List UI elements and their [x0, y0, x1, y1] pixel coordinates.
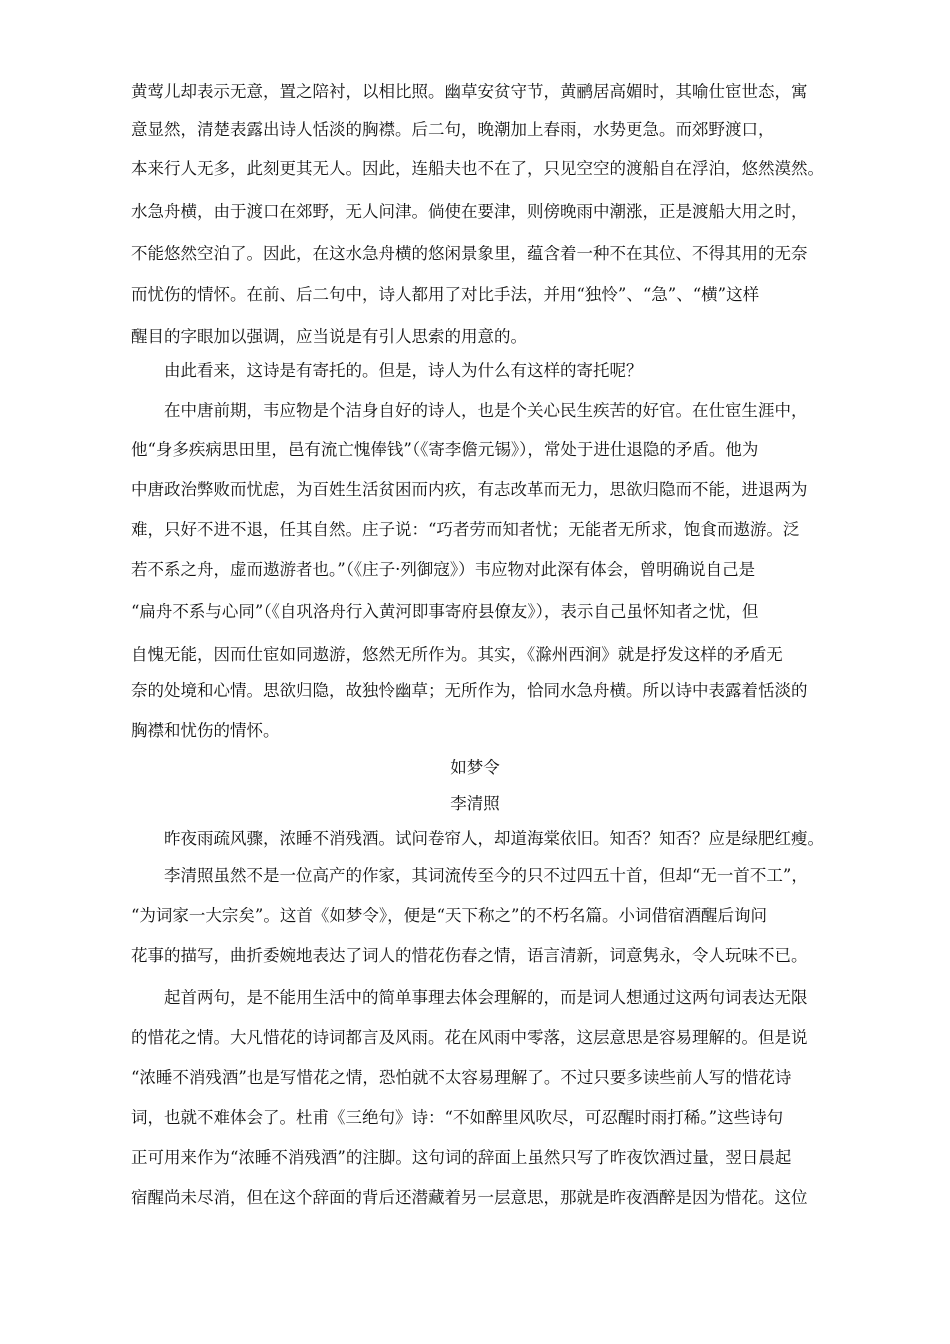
- poem-text: 昨夜雨疏风骤，浓睡不消残酒。试问卷帘人，却道海棠依旧。知否？知否？应是绿肥红瘦。: [164, 829, 824, 848]
- text-line: 正可用来作为“浓睡不消残酒”的注脚。这句词的辞面上虽然只写了昨夜饮酒过量，翌日晨起: [131, 1148, 792, 1167]
- text-line: 而忧伤的情怀。在前、后二句中，诗人都用了对比手法，并用“独怜”、“急”、“横”这样: [131, 285, 760, 304]
- text-line: 水急舟横，由于渡口在郊野，无人问津。倘使在要津，则傍晚雨中潮涨，正是渡船大用之时，: [131, 202, 808, 221]
- text-line: 醒目的字眼加以强调，应当说是有引人思索的用意的。: [131, 327, 527, 346]
- text-line: 胸襟和忧伤的情怀。: [131, 721, 280, 740]
- text-line: “为词家一大宗矣”。这首《如梦令》，便是“天下称之”的不朽名篇。小词借宿酒醒后询问: [131, 906, 767, 925]
- poem-title: 如梦令: [450, 758, 500, 777]
- text-line: 自愧无能，因而仕宦如同遨游，悠然无所作为。其实，《滁州西涧》就是抒发这样的矛盾无: [131, 645, 783, 664]
- text-line: 由此看来，这诗是有寄托的。但是，诗人为什么有这样的寄托呢？: [164, 361, 643, 380]
- text-line: 奈的处境和心情。思欲归隐，故独怜幽草；无所作为，恰同水急舟横。所以诗中表露着恬淡的: [131, 681, 808, 700]
- text-line: 在中唐前期，韦应物是个洁身自好的诗人，也是个关心民生疾苦的好官。在仕宦生涯中，: [164, 401, 808, 420]
- text-line: 花事的描写，曲折委婉地表达了词人的惜花伤春之情，语言清新，词意隽永，令人玩味不已。: [131, 946, 808, 965]
- text-line: 李清照虽然不是一位高产的作家，其词流传至今的只不过四五十首，但却“无一首不工”，: [164, 866, 808, 885]
- text-line: 宿醒尚未尽消，但在这个辞面的背后还潜藏着另一层意思，那就是昨夜酒醉是因为惜花。这位: [131, 1188, 808, 1207]
- text-line: 中唐政治弊败而忧虑，为百姓生活贫困而内疚，有志改革而无力，思欲归隐而不能，进退两为: [131, 480, 808, 499]
- text-line: 意显然，清楚表露出诗人恬淡的胸襟。后二句，晚潮加上春雨，水势更急。而郊野渡口，: [131, 120, 775, 139]
- text-line: “扁舟不系与心同”（《自巩洛舟行入黄河即事寄府县僚友》），表示自己虽怀知者之忧，但: [131, 602, 759, 621]
- text-line: 黄莺儿却表示无意，置之陪衬，以相比照。幽草安贫守节，黄鹂居高媚时，其喻仕宦世态，寓: [131, 82, 808, 101]
- text-line: 本来行人无多，此刻更其无人。因此，连船夫也不在了，只见空空的渡船自在浮泊，悠然漠然。: [131, 159, 824, 178]
- text-line: 难，只好不进不退，任其自然。庄子说：“巧者劳而知者忧；无能者无所求，饱食而遨游。泛: [131, 520, 800, 539]
- text-line: “浓睡不消残酒”也是写惜花之情，恐怕就不太容易理解了。不过只要多读些前人写的惜花诗: [131, 1068, 792, 1087]
- text-line: 词，也就不难体会了。杜甫《三绝句》诗：“不如醉里风吹尽，可忍醒时雨打稀。”这些诗句: [131, 1108, 784, 1127]
- poem-author: 李清照: [450, 794, 500, 813]
- text-line: 的惜花之情。大凡惜花的诗词都言及风雨。花在风雨中零落，这层意思是容易理解的。但是说: [131, 1028, 808, 1047]
- text-line: 起首两句，是不能用生活中的简单事理去体会理解的，而是词人想通过这两句词表达无限: [164, 988, 808, 1007]
- text-line: 若不系之舟，虚而遨游者也。”（《庄子·列御寇》）韦应物对此深有体会，曾明确说自己是: [131, 560, 756, 579]
- text-line: 他“身多疾病思田里，邑有流亡愧俸钱”（《寄李儋元锡》），常处于进仕退隐的矛盾。他为: [131, 440, 759, 459]
- text-line: 不能悠然空泊了。因此，在这水急舟横的悠闲景象里，蕴含着一种不在其位、不得其用的无奈: [131, 244, 808, 263]
